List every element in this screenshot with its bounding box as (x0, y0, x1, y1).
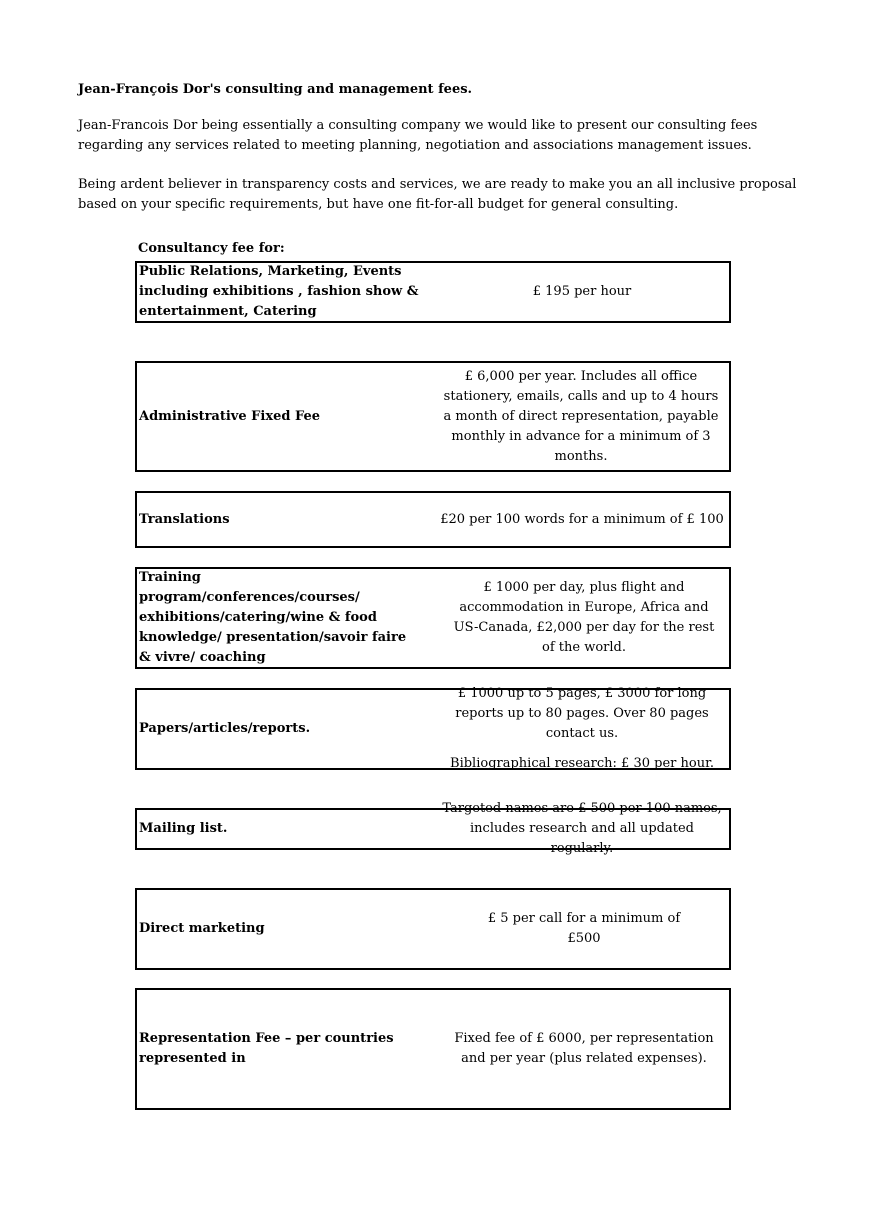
fee-box-administrative (135, 361, 731, 472)
fee-value: £ 6,000 per year. Includes all office stationery, emails, calls and up to 4 hours a month of direct representation, payable monthly in advance for a minimum of 3 months. (443, 368, 719, 464)
fee-box-training (135, 567, 731, 669)
fee-label: Mailing list. (139, 821, 228, 836)
fee-value: £ 5 per call for a minimum of £500 (487, 911, 681, 946)
fee-box-public-relations (135, 261, 731, 323)
consultancy-fee-heading: Consultancy fee for: (138, 241, 285, 256)
fee-value: £ 1000 up to 5 pages, £ 3000 for long reports up to 80 pages. Over 80 pages contact us. (455, 686, 709, 741)
intro-paragraph: Jean-Francois Dor being essentially a consulting company we would like to present our consulting fees regarding any services related to meeting planning, negotiation and associations management issues. (78, 118, 758, 153)
fee-value-group (439, 684, 729, 774)
fee-box-papers (135, 688, 731, 770)
fee-box-mailing-list (135, 801, 731, 856)
fee-box-translations (135, 491, 731, 548)
fee-value: £20 per 100 words for a minimum of £ 100 (440, 511, 724, 527)
fee-label: Direct marketing (139, 921, 265, 936)
fee-label: Administrative Fixed Fee (139, 408, 321, 424)
fee-value: Targeted names are £ 500 per 100 names, includes research and all updated regularly. (442, 801, 722, 856)
fee-box-direct-marketing (135, 888, 731, 970)
fee-value: £ 195 per hour (532, 284, 632, 299)
fee-label: Representation Fee – per countries represented in (139, 1031, 394, 1066)
fee-value: £ 1000 per day, plus flight and accommodation in Europe, Africa and US-Canada, £2,000 per day for the rest of the world. (453, 580, 715, 655)
fee-value: Fixed fee of £ 6000, per representation and per year (plus related expenses). (454, 1031, 714, 1066)
transparency-paragraph: Being ardent believer in transparency costs and services, we are ready to make you an all inclusive proposal based on your specific requirements, but have one fit-for-all budget for general consulting. (78, 177, 797, 212)
fee-extra: Bibliographical research: £ 30 per hour. (450, 756, 714, 771)
fee-label: Public Relations, Marketing, Events including exhibitions , fashion show & entertainment, Catering (139, 264, 419, 319)
fee-box-representation (135, 988, 731, 1110)
fee-label: Translations (139, 511, 230, 527)
fee-label: Papers/articles/reports. (139, 721, 311, 736)
document-title: Jean-François Dor's consulting and management fees. (78, 82, 473, 97)
fee-label: Training program/conferences/courses/ exhibitions/catering/wine & food knowledge/ presentation/savoir faire & vivre/ coaching (139, 570, 407, 665)
